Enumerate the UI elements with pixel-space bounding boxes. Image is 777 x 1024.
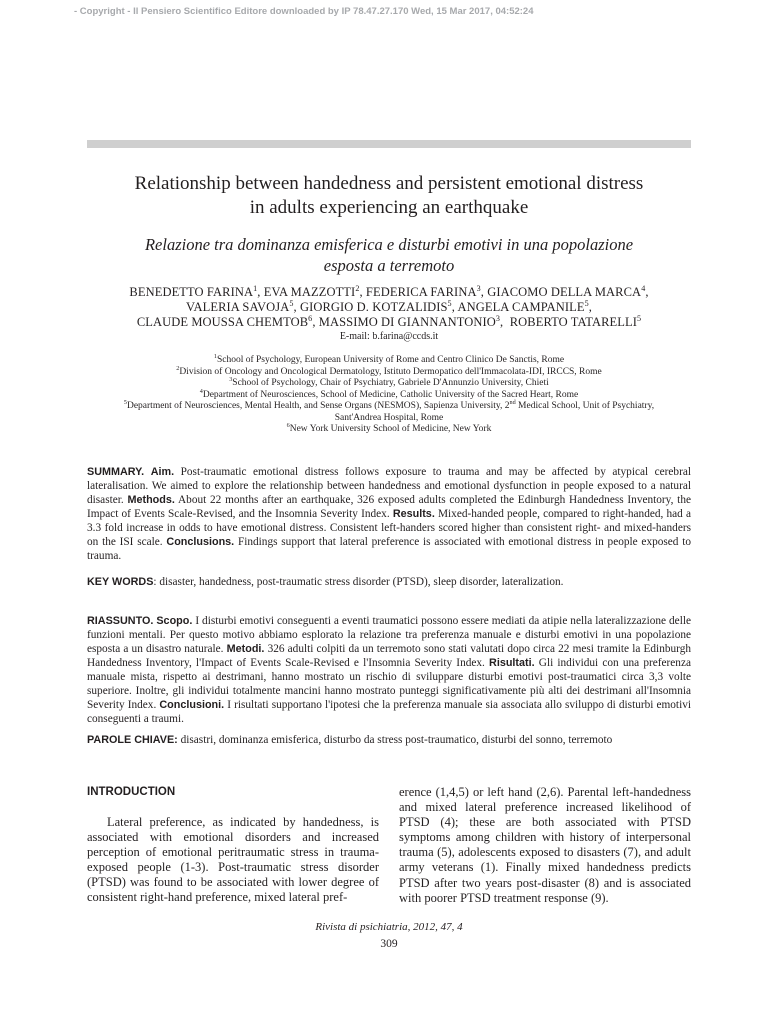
affiliation xyxy=(80,424,698,436)
author-affiliation-number: 2 xyxy=(355,283,360,293)
results-text: Mixed-handed people, compared to right-handed, had a 3.3 fold increase in odds to have emotional distress. Consistent left-handers scored higher than consistent right- and mixed-handers on the ISI scale. xyxy=(87,508,691,548)
abstract-italian xyxy=(87,614,691,726)
header-rule xyxy=(87,140,691,148)
author-name: EVA MAZZOTTI xyxy=(263,285,356,299)
body-paragraph: erence (1,4,5) or left hand (2,6). Parental left-handedness and mixed lateral preference increased likelihood of PTSD (4); these are both associated with PTSD symptoms among children with history of interpersonal trauma (5), adolescents exposed to disasters (7), and adult army veterans (1). Finally mixed handedness predicts PTSD after two years post-disaster (8) and is associated with poorer PTSD treatment response (9). xyxy=(399,785,691,905)
author-affiliation-number: 6 xyxy=(308,313,313,323)
author-separator: , xyxy=(293,300,300,314)
section-heading-introduction: INTRODUCTION xyxy=(87,786,176,798)
affiliation-text: Medical School, Unit of Psychiatry, xyxy=(515,401,655,411)
author-separator: , xyxy=(588,300,593,314)
author-line xyxy=(87,300,691,315)
aim-text: I disturbi emotivi conseguenti a eventi traumatici possono essere mediati da atipie nella lateralizzazione delle funzioni mentali. Per questo motivo abbiamo esplorato la relazione tra preferenza manuale e disturbi emotivi in una popolazione esposta a un disastro naturale. xyxy=(87,615,691,655)
abstract-label: SUMMARY. xyxy=(87,466,145,478)
methods-text: About 22 months after an earthquake, 326 exposed adults completed the Edinburgh Handedness Inventory, the Impact of Events Scale-Revised, and the Insomnia Severity Index. xyxy=(87,494,691,520)
affiliation xyxy=(80,378,698,390)
title-line: Relationship between handedness and persistent emotional distress xyxy=(134,173,644,194)
author-name: FEDERICA FARINA xyxy=(365,285,477,299)
author-name: BENEDETTO FARINA xyxy=(129,285,254,299)
affiliation-number: 5 xyxy=(123,399,127,406)
body-column-right xyxy=(399,785,691,906)
conclusions-label: Conclusioni. xyxy=(159,699,225,711)
journal-citation: Rivista di psichiatria, 2012, 47, 4 xyxy=(315,921,463,933)
aim-label: Scopo. xyxy=(156,615,193,627)
affiliation xyxy=(80,390,698,402)
affiliation-continued: Sant'Andrea Hospital, Rome xyxy=(334,412,444,423)
author-name: ROBERTO TATARELLI xyxy=(509,315,638,329)
author-separator: , xyxy=(645,285,649,299)
author-name: ANGELA CAMPANILE xyxy=(457,300,585,314)
author-separator: , xyxy=(359,285,366,299)
subtitle-line: esposta a terremoto xyxy=(323,256,455,275)
ordinal-suffix: nd xyxy=(509,399,516,406)
author-affiliation-number: 3 xyxy=(495,313,501,323)
body-paragraph: Lateral preference, as indicated by handedness, is associated with emotional disorders and increased perception of emotional peritraumatic stress in trauma-exposed people (1-3). Post-traumatic stress disorder (PTSD) was found to be associated with lower degree of consistent right-hand preference, mixed lateral pref- xyxy=(87,815,379,905)
affiliation xyxy=(80,355,698,367)
results-label: Risultati. xyxy=(489,657,535,669)
results-label: Results. xyxy=(392,508,435,520)
affiliation-list xyxy=(80,355,698,436)
author-affiliation-number: 5 xyxy=(447,298,452,308)
page-number: 309 xyxy=(380,938,398,950)
affiliation-text: School of Psychology, European University of Rome and Centro Clinico De Sanctis, Rome xyxy=(216,355,565,365)
author-name: CLAUDE MOUSSA CHEMTOB xyxy=(136,315,309,329)
author-separator: , xyxy=(312,315,319,329)
affiliation-number: 3 xyxy=(229,376,233,383)
author-affiliation-number: 1 xyxy=(253,283,258,293)
title-line: in adults experiencing an earthquake xyxy=(249,197,529,218)
keywords-english xyxy=(87,575,691,589)
affiliation-text: Department of Neurosciences, Mental Health, and Sense Organs (NESMOS), Sapienza University, 2 xyxy=(126,401,510,411)
author-separator: , xyxy=(480,285,488,299)
body-column-left xyxy=(87,785,379,906)
author-line xyxy=(87,285,691,300)
article-subtitle-italian xyxy=(87,234,691,276)
methods-text: 326 adulti colpiti da un terremoto sono stati valutati dopo circa 22 mesi tramite la Edinburgh Handedness Inventory, l'Impact of Events Scale-Revised e l'Insomnia Severity Index. xyxy=(87,643,691,669)
author-separator: , xyxy=(500,315,510,329)
affiliation-text: Division of Oncology and Oncological Dermatology, Istituto Dermopatico dell'Immacolata-IDI, IRCCS, Rome xyxy=(179,366,602,377)
affiliation-text: School of Psychology, Chair of Psychiatry, Gabriele D'Annunzio University, Chieti xyxy=(232,378,549,388)
conclusions-text: I risultati supportano l'ipotesi che la preferenza manuale sia associata allo sviluppo di disturbi emotivi conseguenti a traumi. xyxy=(87,699,692,725)
author-separator: , xyxy=(257,285,264,299)
affiliation-number: 4 xyxy=(199,388,203,395)
results-text: Gli individui con una preferenza manuale mista, rispetto ai destrimani, hanno mostrato un rischio di sviluppare disturbi emotivi post-traumatici circa 3,3 volte superiore. Inoltre, gli individui totalmente mancini hanno mostrato punteggi significativamente più alti dei destrimani all'Insomnia Severity Index. xyxy=(87,657,691,711)
author-list xyxy=(87,285,691,330)
affiliation xyxy=(80,367,698,379)
author-name: MASSIMO DI GIANNANTONIO xyxy=(318,315,496,329)
author-name: VALERIA SAVOJA xyxy=(185,300,290,314)
author-name: GIORGIO D. KOTZALIDIS xyxy=(299,300,448,314)
subtitle-line: Relazione tra dominanza emisferica e disturbi emotivi in una popolazione xyxy=(144,235,634,254)
author-affiliation-number: 5 xyxy=(289,298,294,308)
aim-text: Post-traumatic emotional distress follows exposure to trauma and may be affected by atypical cerebral lateralisation. We aimed to explore the relationship between handedness and emotional dysfunction in people exposed to a natural disaster. xyxy=(87,466,691,506)
affiliation-number: 2 xyxy=(176,365,180,372)
affiliation-text: New York University School of Medicine, New York xyxy=(289,424,492,434)
keywords-italian xyxy=(87,733,691,747)
methods-label: Metodi. xyxy=(226,643,265,655)
affiliation-text: Department of Neurosciences, School of Medicine, Catholic University of the Sacred Heart, Rome xyxy=(202,389,579,400)
article-title xyxy=(87,172,691,220)
conclusions-text: Findings support that lateral preference is associated with emotional distress in people exposed to trauma. xyxy=(87,536,692,562)
keywords-label: KEY WORDS xyxy=(87,576,154,588)
author-email: E-mail: b.farina@ccds.it xyxy=(339,331,439,342)
keywords-text: : disaster, handedness, post-traumatic stress disorder (PTSD), sleep disorder, lateralization. xyxy=(153,576,564,588)
author-line xyxy=(87,315,691,330)
affiliation xyxy=(80,401,698,413)
author-separator: , xyxy=(451,300,458,314)
abstract-label: RIASSUNTO. xyxy=(87,615,154,627)
conclusions-label: Conclusions. xyxy=(166,536,235,548)
abstract-english xyxy=(87,465,691,563)
methods-label: Methods. xyxy=(127,494,175,506)
author-affiliation-number: 5 xyxy=(637,313,642,323)
author-name: GIACOMO DELLA MARCA xyxy=(487,285,642,299)
aim-label: Aim. xyxy=(150,466,175,478)
author-affiliation-number: 3 xyxy=(476,283,481,293)
keywords-label: PAROLE CHIAVE: xyxy=(87,734,178,746)
copyright-notice: - Copyright - Il Pensiero Scientifico Editore downloaded by IP 78.47.27.170 Wed, 15 Mar 2017, 04:52:24 xyxy=(74,6,534,17)
keywords-text: disastri, dominanza emisferica, disturbo da stress post-traumatico, disturbi del sonno, terremoto xyxy=(177,734,613,746)
affiliation-number: 6 xyxy=(286,422,290,429)
author-affiliation-number: 5 xyxy=(584,298,589,308)
affiliation-number: 1 xyxy=(213,353,217,360)
author-affiliation-number: 4 xyxy=(641,283,646,293)
